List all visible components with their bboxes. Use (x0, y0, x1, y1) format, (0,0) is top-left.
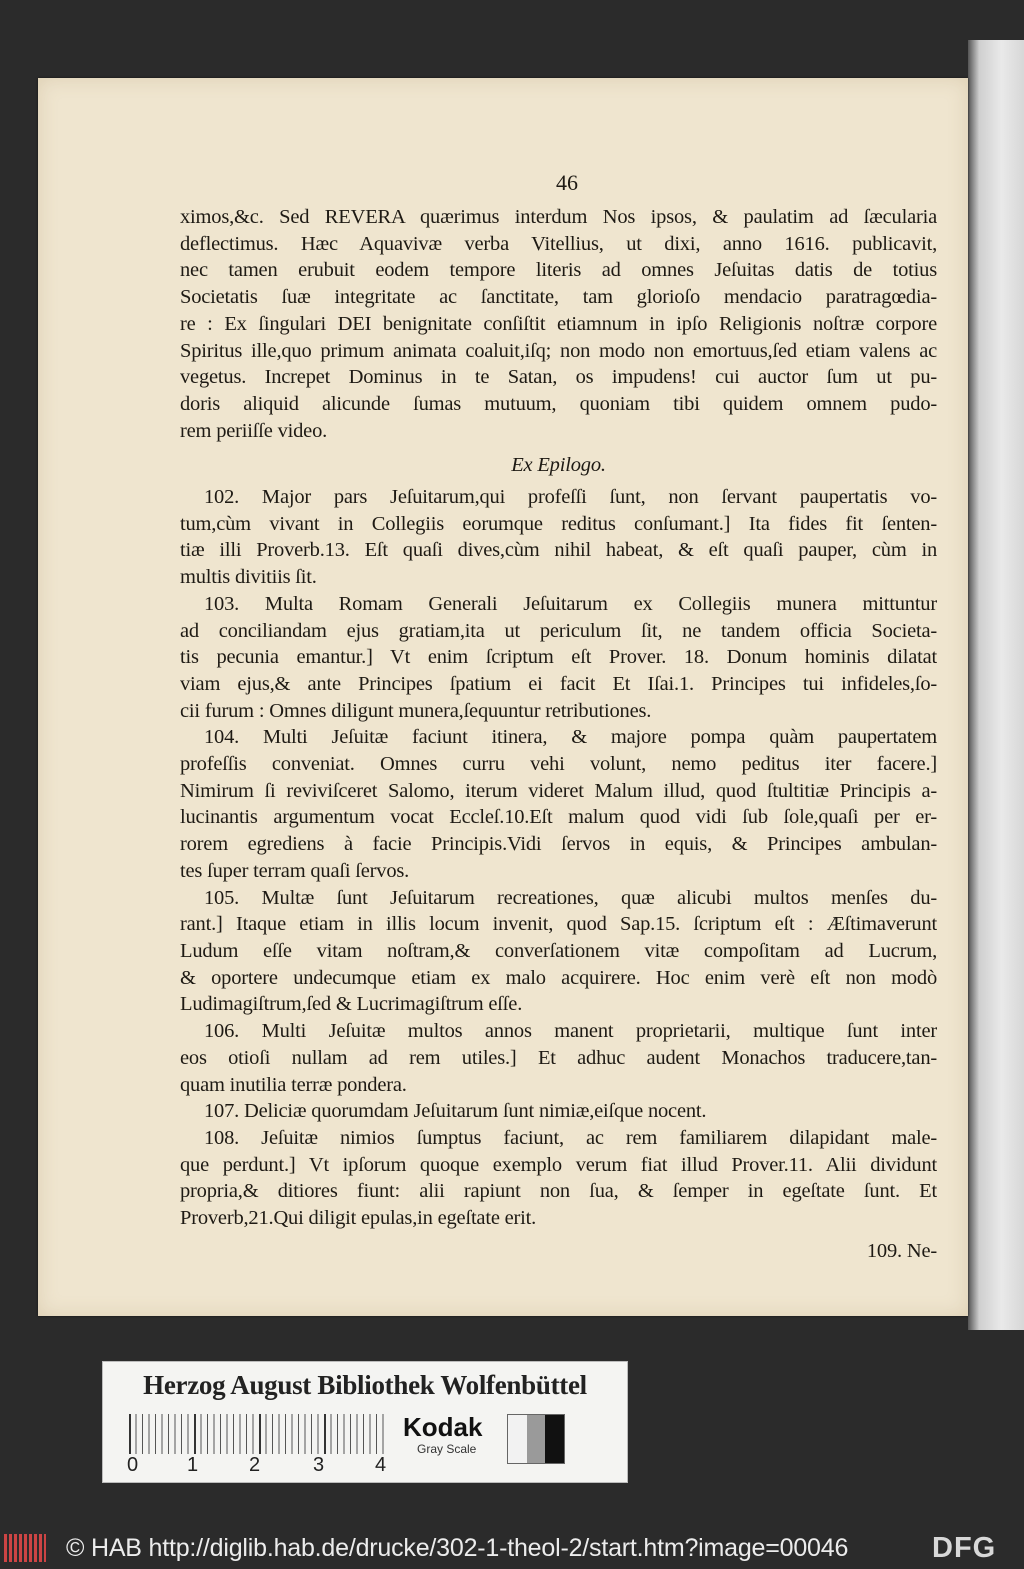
scale-ruler (129, 1414, 389, 1454)
book-page (38, 78, 968, 1316)
text-line: 103. Multa Romam Generali Jeſuitarum ex Collegiis munera mittuntur (204, 592, 937, 615)
text-line: Ludum eſſe vitam noſtram,& converſationem vitæ compoſitam ad Lucrum, (180, 939, 937, 962)
text-line: profeſſis conveniat. Omnes curru vehi volunt, nemo peditus iter facere.] (180, 753, 937, 776)
text-line: Ludimagiſtrum,ſed & Lucrimagiſtrum eſſe. (180, 993, 523, 1016)
ruler-number: 3 (313, 1454, 325, 1476)
text-line: tis pecunia emantur.] Vt enim ſcriptum eſt Prover. 18. Donum hominis dilatat (180, 646, 937, 669)
text-line: eos otioſi nullam ad rem utiles.] Et adhuc audent Monachos traducere,tan- (180, 1046, 937, 1069)
text-line: propria,& ditiores fiunt: alii rapiunt non ſua, & ſemper in egeſtate ſunt. Et (180, 1180, 937, 1203)
dfg-logo: DFG (932, 1532, 997, 1564)
barcode-icon (4, 1534, 46, 1562)
text-line: Societatis ſuæ integritate ac ſanctitate, tam glorioſo mendacio paratragœdia- (180, 286, 937, 309)
section-heading: Ex Epilogo. (511, 454, 606, 477)
catchword: 109. Ne- (866, 1239, 937, 1262)
text-line: nec tamen erubuit eodem tempore literis ad omnes Jeſuitas datis de totius (180, 259, 937, 282)
text-line: & oportere undecumque etiam ex malo acquirere. Hoc enim verè eſt non modò (180, 966, 937, 989)
text-line: 106. Multi Jeſuitæ multos annos manent proprietarii, multique ſunt inter (204, 1020, 937, 1043)
text-line: tes ſuper terram quaſi ſervos. (180, 859, 410, 882)
gray-scale-patches (507, 1414, 565, 1464)
text-line: que perdunt.] Vt ipſorum quoque exemplo verum fiat illud Prover.11. Alii dividunt (180, 1153, 937, 1176)
text-line: 104. Multi Jeſuitæ faciunt itinera, & majore pompa quàm paupertatem (204, 726, 937, 749)
text-line: rem periiſſe video. (180, 419, 328, 442)
ruler-number: 4 (375, 1454, 387, 1476)
text-line: doris aliquid alicunde ſumas mutuum, quoniam tibi quidem omnem pudo- (180, 392, 937, 415)
gray-scale-label: Gray Scale (417, 1442, 477, 1456)
citation-text: © HAB http://diglib.hab.de/drucke/302-1-theol-2/start.htm?image=00046 (66, 1534, 849, 1562)
text-line: viam ejus,& ante Principes ſpatium ei facit Et Iſai.1. Principes tui infideles,ſo- (180, 672, 937, 695)
ruler-number: 2 (249, 1454, 261, 1476)
text-line: cii furum : Omnes diligunt munera,ſequuntur retributiones. (180, 699, 652, 722)
text-line: Nimirum ſi reviviſceret Salomo, iterum videret Malum illud, quod ſtultitiæ Principis a- (180, 779, 937, 802)
text-line: tiæ illi Proverb.13. Eſt quaſi dives,cùm nihil habeat, & eſt quaſi pauper, cùm in (180, 539, 937, 562)
text-line: Proverb,21.Qui diligit epulas,in egeſtate erit. (180, 1207, 537, 1230)
text-line: 107. Deliciæ quorumdam Jeſuitarum ſunt nimiæ,eiſque nocent. (204, 1100, 707, 1123)
footer-bar (0, 1528, 1024, 1569)
page-text (180, 204, 937, 1264)
text-line: ad conciliandam ejus gratiam,ita ut periculum ſit, ne tandem officia Societa- (180, 619, 937, 642)
text-line: quam inutilia terræ pondera. (180, 1073, 407, 1096)
ruler-number: 1 (187, 1454, 199, 1476)
text-line: 105. Multæ ſunt Jeſuitarum recreationes, quæ alicubi multos menſes du- (204, 886, 937, 909)
text-line: deflectimus. Hæc Aquavivæ verba Vitellius, ut dixi, anno 1616. publicavit, (180, 232, 937, 255)
text-line: multis divitiis ſit. (180, 566, 317, 589)
kodak-logo: Kodak (403, 1412, 483, 1442)
text-line: 108. Jeſuitæ nimios ſumptus faciunt, ac rem familiarem dilapidant male- (204, 1126, 937, 1149)
text-line: Spiritus ille,quo primum animata coaluit,iſq; non modo non emortuus,ſed etiam valens ac (180, 339, 937, 362)
text-line: vegetus. Increpet Dominus in te Satan, os impudens! cui auctor ſum ut pu- (180, 366, 937, 389)
text-line: tum,cùm vivant in Collegiis eorumque reditus conſumant.] Ita fides fit ſenten- (180, 512, 937, 535)
text-line: re : Ex ſingulari DEI benignitate conſiſtit etiamnum in ipſo Religionis noſtræ corpore (180, 312, 937, 335)
text-line: 102. Major pars Jeſuitarum,qui profeſſi ſunt, non ſervant paupertatis vo- (204, 486, 937, 509)
library-name: Herzog August Bibliothek Wolfenbüttel (143, 1370, 587, 1400)
text-line: ximos,&c. Sed REVERA quærimus interdum Nos ipsos, & paulatim ad ſæcularia (180, 206, 937, 228)
color-calibration-card (102, 1361, 628, 1483)
text-line: rorem egrediens à facie Principis.Vidi ſervos in equis, & Principes ambulan- (180, 833, 937, 856)
adjacent-page-edge (968, 40, 1024, 1330)
text-line: rant.] Itaque etiam in illis locum invenit, quod Sap.15. ſcriptum eſt : Æſtimaverunt (180, 913, 937, 936)
ruler-number: 0 (127, 1454, 139, 1476)
page-number: 46 (556, 170, 578, 195)
text-line: lucinantis argumentum vocat Eccleſ.10.Eſt malum quod vidi ſub ſole,quaſi per er- (180, 806, 937, 829)
